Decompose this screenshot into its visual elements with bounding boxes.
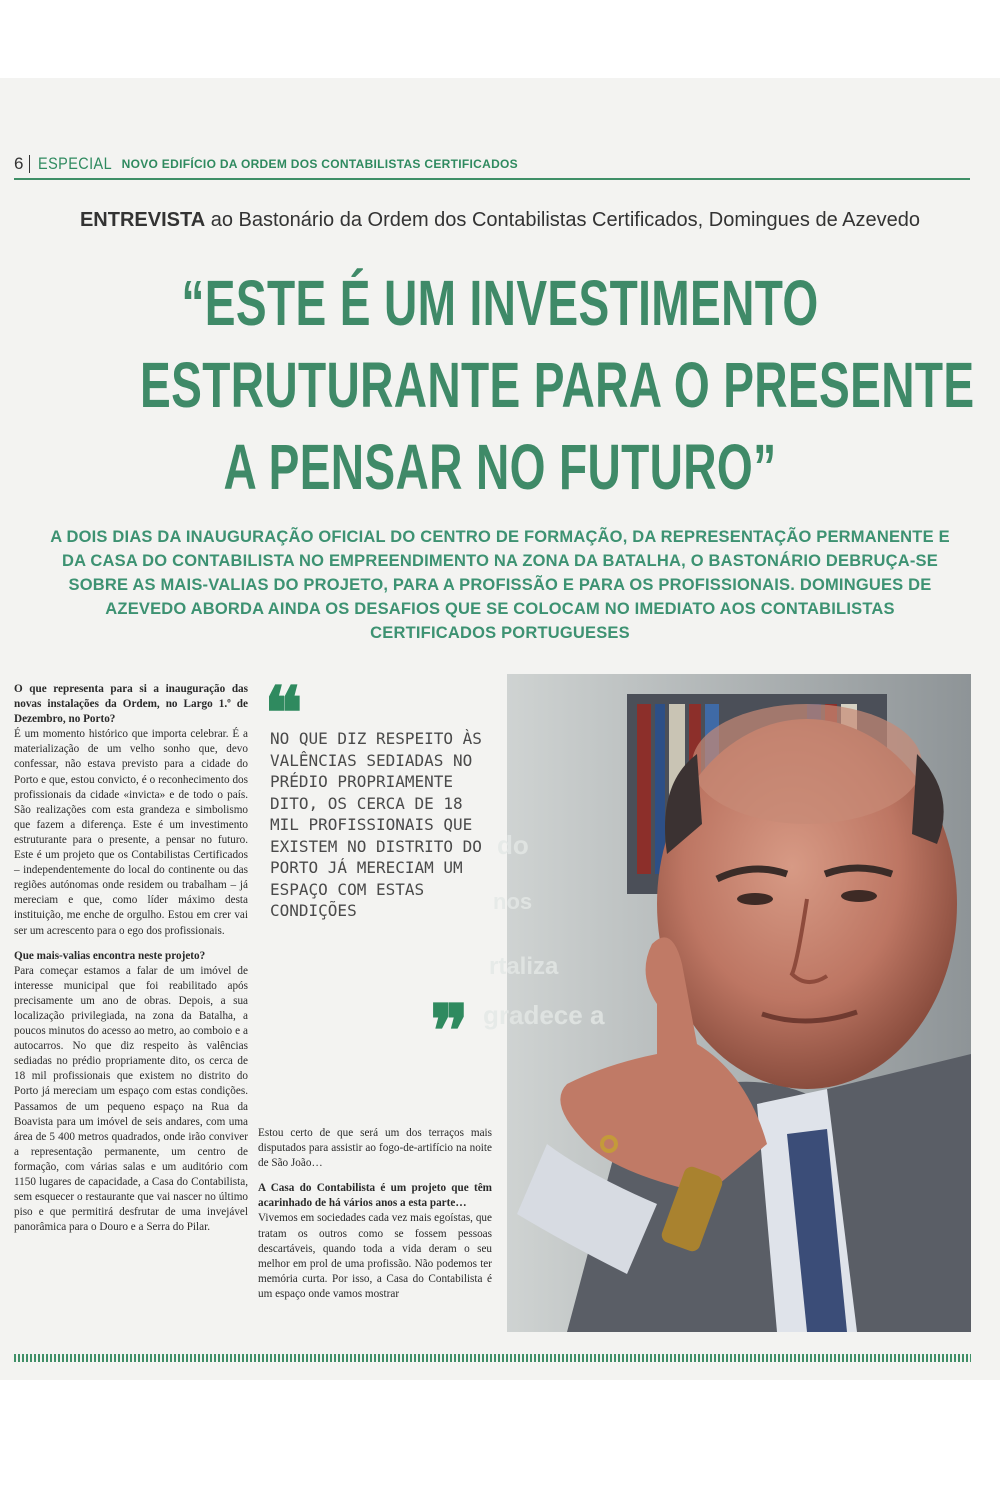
answer-1: É um momento histórico que importa celebrar. É a materialização de um velho sonho que, devo confessar, não estava previsto para a cidade do Porto e que, estou convicto, é o reconhecimento dos profissionais da cidade «invicta» e de todo o país. São realizações com esta grandeza e simbolismo que fazem a diferença. Este é um investimento estruturante para o presente, a pensar no futuro. Este é um projeto que os Contabilistas Certificados – independentemente do local do continente ou das regiões autónomas onde residem ou trabalham – já mereciam e que, como líder máximo desta instituição, me enche de orgulho. Estou em crer vai ser um acrescento para o ego dos profissionais.: [14, 728, 248, 937]
answer-2-continued: Estou certo de que será um dos terraços mais disputados para assistir ao fogo-de-artifício na noite de São João…: [258, 1127, 492, 1170]
kicker-text: ao Bastonário da Ordem dos Contabilistas Certificados, Domingues de Azevedo: [205, 209, 921, 231]
pull-quote-box: [262, 674, 498, 1072]
headline-line-3: A PENSAR NO FUTURO”: [223, 431, 777, 503]
open-quote-icon: ❝: [264, 674, 303, 754]
footer-rule: [14, 1354, 971, 1362]
section-subtitle: NOVO EDIFÍCIO DA ORDEM DOS CONTABILISTAS CERTIFICADOS: [121, 157, 518, 171]
svg-text:nos: nos: [493, 889, 533, 914]
answer-3: Vivemos em sociedades cada vez mais egoístas, que tratam os outros como se fossem pessoas descartáveis, quando toda a vida deram o seu melhor em prol de uma profissão. Não podemos ter memória curta. Por isso, a Casa do Contabilista é um espaço onde vamos mostrar: [258, 1212, 492, 1300]
svg-text:rtaliza: rtaliza: [489, 953, 559, 980]
header-divider: [29, 155, 30, 173]
section-label: ESPECIAL: [38, 154, 113, 173]
question-1: O que representa para si a inauguração das novas instalações da Ordem, no Largo 1.º de Dezembro, no Porto?: [14, 683, 248, 726]
text-column-2: [258, 1126, 492, 1302]
page-header: [14, 150, 970, 180]
pull-quote: NO QUE DIZ RESPEITO ÀS VALÊNCIAS SEDIADAS NO PRÉDIO PROPRIAMENTE DITO, OS CERCA DE 18 MIL PROFISSIONAIS QUE EXISTEM NO DISTRITO DO PORTO JÁ MERECIAM UM ESPAÇO COM ESTAS CONDIÇÕES: [270, 729, 482, 920]
question-2: Que mais-valias encontra neste projeto?: [14, 949, 206, 962]
answer-2: Para começar estamos a falar de um imóvel de interesse municipal que foi reabilitado após precisamente um ano de obras. Depois, a sua localização privilegiada, na zona da Batalha, a poucos minutos do acesso ao metro, ao comboio e a autocarros. No que diz respeito às valências sediadas no prédio propriamente dito, os cerca de 18 mil profissionais que existem no distrito do Porto já mereciam um espaço com estas condições. Passamos de um pequeno espaço na Rua da Boavista para um imóvel de seis andares, com uma área de 5 400 metros quadrados, onde irão conviver a representação permanente, um centro de formação, com várias salas e um auditório com 1150 lugares de capacidade, a Casa do Contabilista, sem esquecer o restaurante que vai nascer no último piso e que permitirá desfrutar de uma invejável panorâmica para o Douro e a Serra do Pilar.: [14, 964, 248, 1234]
headline-line-1: “ESTE É UM INVESTIMENTO: [181, 267, 819, 339]
headline-line-2: ESTRUTURANTE PARA O PRESENTE: [140, 349, 975, 421]
page-number: 6: [14, 154, 24, 173]
text-column-1: [14, 682, 248, 1245]
article-kicker: [0, 209, 1000, 232]
svg-text:gradece a: gradece a: [483, 1000, 605, 1030]
portrait-photo: [483, 674, 971, 1332]
svg-text:do: do: [497, 830, 529, 860]
close-quote-icon: ❞: [430, 992, 469, 1072]
kicker-bold: ENTREVISTA: [79, 209, 206, 231]
question-3: A Casa do Contabilista é um projeto que têm acarinhado de há vários anos a esta parte…: [258, 1182, 492, 1210]
article-lead: A DOIS DIAS DA INAUGURAÇÃO OFICIAL DO CENTRO DE FORMAÇÃO, DA REPRESENTAÇÃO PERMANENTE E DA CASA DO CONTABILISTA NO EMPREENDIMENTO NA ZONA DA BATALHA, O BASTONÁRIO DEBRUÇA-SE SOBRE AS MAIS-VALIAS DO PROJETO, PARA A PROFISSÃO E PARA OS PROFISSIONAIS. DOMINGUES DE AZEVEDO ABORDA AINDA OS DESAFIOS QUE SE COLOCAM NO IMEDIATO AOS CONTABILISTAS CERTIFICADOS PORTUGUESES: [50, 528, 950, 642]
article-headline: [0, 262, 1000, 508]
